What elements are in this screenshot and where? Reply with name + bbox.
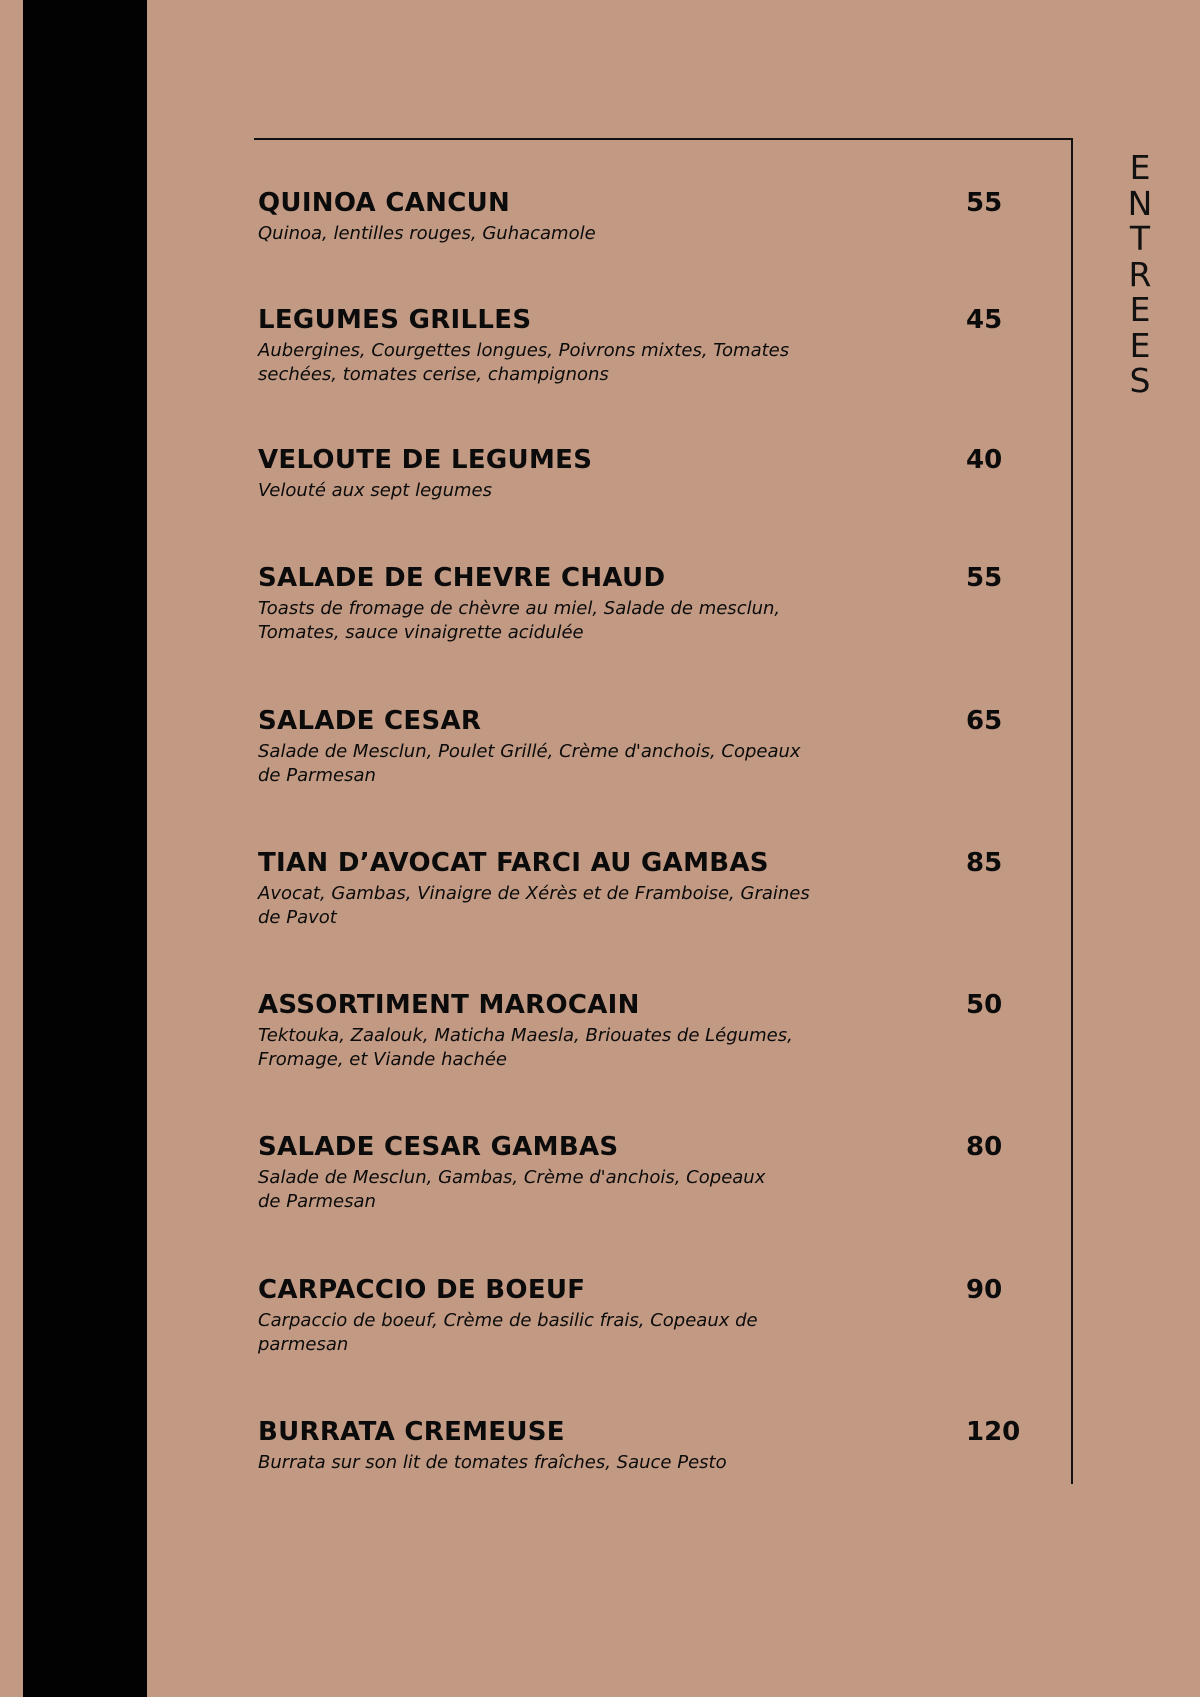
section-title-letter: E [1129,148,1151,187]
menu-item-price: 50 [966,990,1003,1020]
menu-item-name: ASSORTIMENT MAROCAIN [258,990,640,1020]
menu-item-description: Salade de Mesclun, Gambas, Crème d'anchois, Copeaux de Parmesan [258,1167,766,1212]
menu-item-price: 90 [966,1275,1003,1305]
menu-item-name: SALADE CESAR [258,706,482,736]
section-title-letter: T [1129,219,1151,258]
section-title-letter: N [1127,183,1153,223]
menu-item-name: QUINOA CANCUN [258,188,511,218]
section-title-letter: E [1129,325,1151,365]
section-title-letter: S [1129,361,1151,400]
menu-item-price: 40 [966,445,1003,475]
menu-item-description: Aubergines, Courgettes longues, Poivrons mixtes, Tomates sechées, tomates cerise, champignons [258,340,790,385]
frame-top-line [254,138,1073,140]
menu-item-name: BURRATA CREMEUSE [258,1417,565,1447]
menu-item-description: Tektouka, Zaalouk, Maticha Maesla, Briouates de Légumes, Fromage, et Viande hachée [258,1025,793,1070]
menu-item-price: 55 [966,563,1003,593]
menu-item-price: 45 [966,305,1003,335]
menu-item-price: 85 [966,848,1003,878]
menu-item-description: Carpaccio de boeuf, Crème de basilic frais, Copeaux de parmesan [258,1310,758,1355]
left-black-bar [23,0,147,1697]
section-title-letter: E [1129,290,1151,329]
menu-item-description: Salade de Mesclun, Poulet Grillé, Crème d'anchois, Copeaux de Parmesan [258,741,801,786]
menu-item-description: Burrata sur son lit de tomates fraîches, Sauce Pesto [258,1452,727,1473]
frame-right-line [1071,138,1073,1484]
section-title-vertical [1116,150,1164,399]
menu-item-name: SALADE CESAR GAMBAS [258,1132,619,1162]
menu-item-description: Avocat, Gambas, Vinaigre de Xérès et de Framboise, Graines de Pavot [258,883,810,928]
menu-item-name: SALADE DE CHEVRE CHAUD [258,563,666,593]
menu-item-description: Toasts de fromage de chèvre au miel, Salade de mesclun, Tomates, sauce vinaigrette acidulée [258,598,781,643]
menu-item-description: Velouté aux sept legumes [258,480,492,501]
menu-item-name: LEGUMES GRILLES [258,305,532,335]
menu-item-name: CARPACCIO DE BOEUF [258,1275,586,1305]
section-title-letter: R [1128,254,1152,294]
menu-item-price: 65 [966,706,1003,736]
menu-item-name: VELOUTE DE LEGUMES [258,445,593,475]
menu-item-description: Quinoa, lentilles rouges, Guhacamole [258,223,596,244]
menu-item-price: 120 [966,1417,1021,1447]
menu-item-price: 80 [966,1132,1003,1162]
menu-item-price: 55 [966,188,1003,218]
menu-item-name: TIAN D’AVOCAT FARCI AU GAMBAS [258,848,769,878]
